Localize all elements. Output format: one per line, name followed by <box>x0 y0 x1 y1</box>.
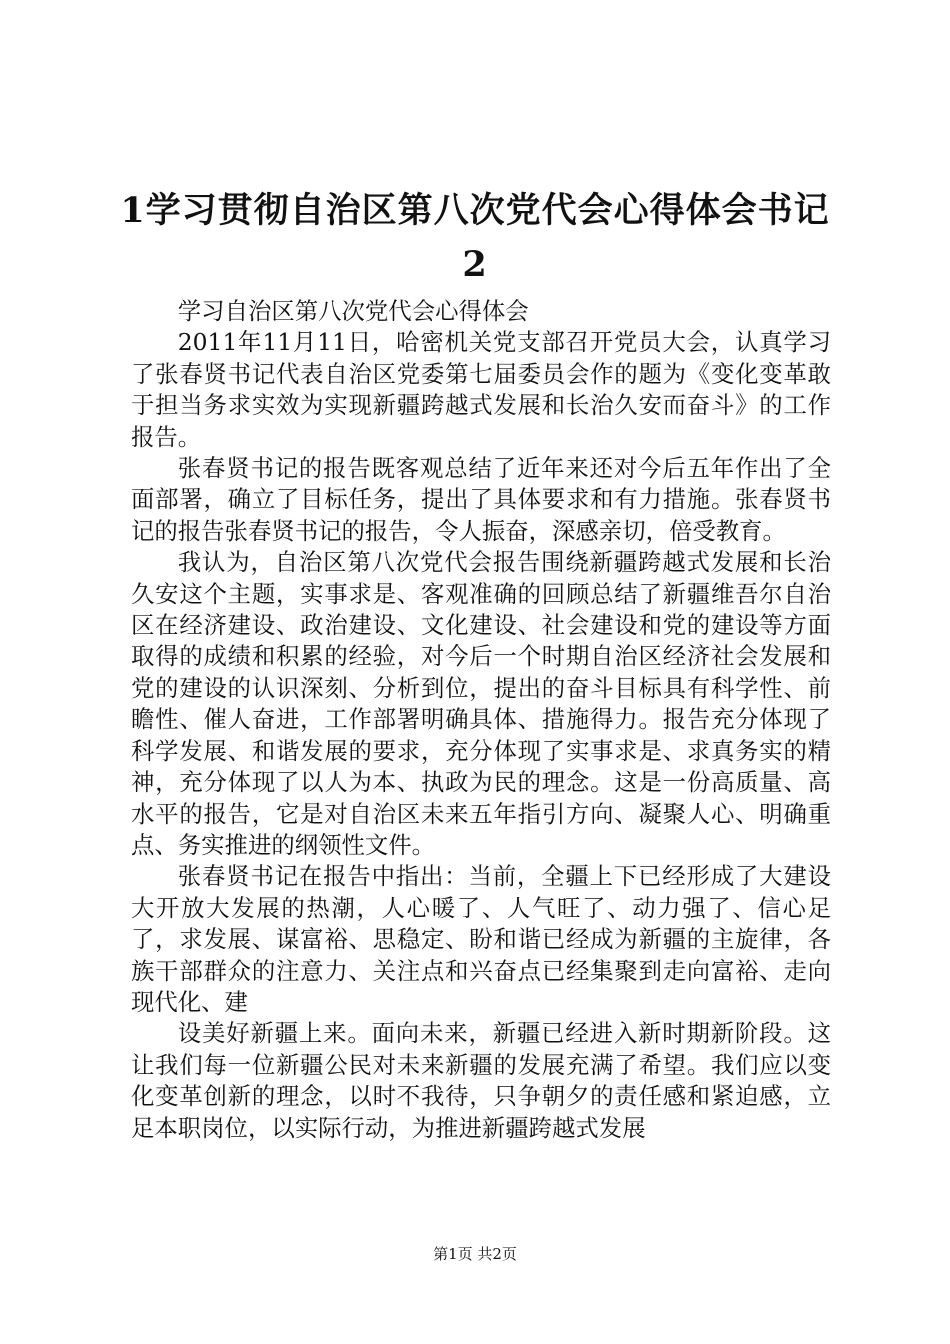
page-number-footer: 第1页 共2页 <box>433 1245 517 1263</box>
paragraph: 张春贤书记的报告既客观总结了近年来还对今后五年作出了全面部署，确立了目标任务，提出了具体要求和有力措施。张春贤书记的报告张春贤书记的报告，令人振奋，深感亲切，倍受教育。 <box>131 454 831 545</box>
document-body <box>131 296 831 1144</box>
paragraph: 设美好新疆上来。面向未来，新疆已经进入新时期新阶段。这让我们每一位新疆公民对未来新疆的发展充满了希望。我们应以变化变革创新的理念，以时不我待，只争朝夕的责任感和紧迫感，立足本职岗位，以实际行动，为推进新疆跨越式发展 <box>131 1019 831 1142</box>
paragraph: 我认为，自治区第八次党代会报告围绕新疆跨越式发展和长治久安这个主题，实事求是、客观准确的回顾总结了新疆维吾尔自治区在经济建设、政治建设、文化建设、社会建设和党的建设等方面取得的成绩和积累的经验，对今后一个时期自治区经济社会发展和党的建设的认识深刻、分析到位，提出的奋斗目标具有科学性、前瞻性、催人奋进，工作部署明确具体、措施得力。报告充分体现了科学发展、和谐发展的要求，充分体现了实事求是、求真务实的精神，充分体现了以人为本、执政为民的理念。这是一份高质量、高水平的报告，它是对自治区未来五年指引方向、凝聚人心、明确重点、务实推进的纲领性文件。 <box>131 548 831 859</box>
paragraph-subtitle: 学习自治区第八次党代会心得体会 <box>177 297 529 325</box>
paragraph: 2011年11月11日，哈密机关党支部召开党员大会，认真学习了张春贤书记代表自治区党委第七届委员会作的题为《变化变革敢于担当务求实效为实现新疆跨越式发展和长治久安而奋斗》的工作报告。 <box>131 328 831 451</box>
document-title: 1学习贯彻自治区第八次党代会心得体会书记2 <box>120 190 830 285</box>
paragraph: 张春贤书记在报告中指出：当前，全疆上下已经形成了大建设大开放大发展的热潮，人心暖了、人气旺了、动力强了、信心足了，求发展、谋富裕、思稳定、盼和谐已经成为新疆的主旋律，各族干部群众的注意力、关注点和兴奋点已经集聚到走向富裕、走向现代化、建 <box>131 862 831 1016</box>
